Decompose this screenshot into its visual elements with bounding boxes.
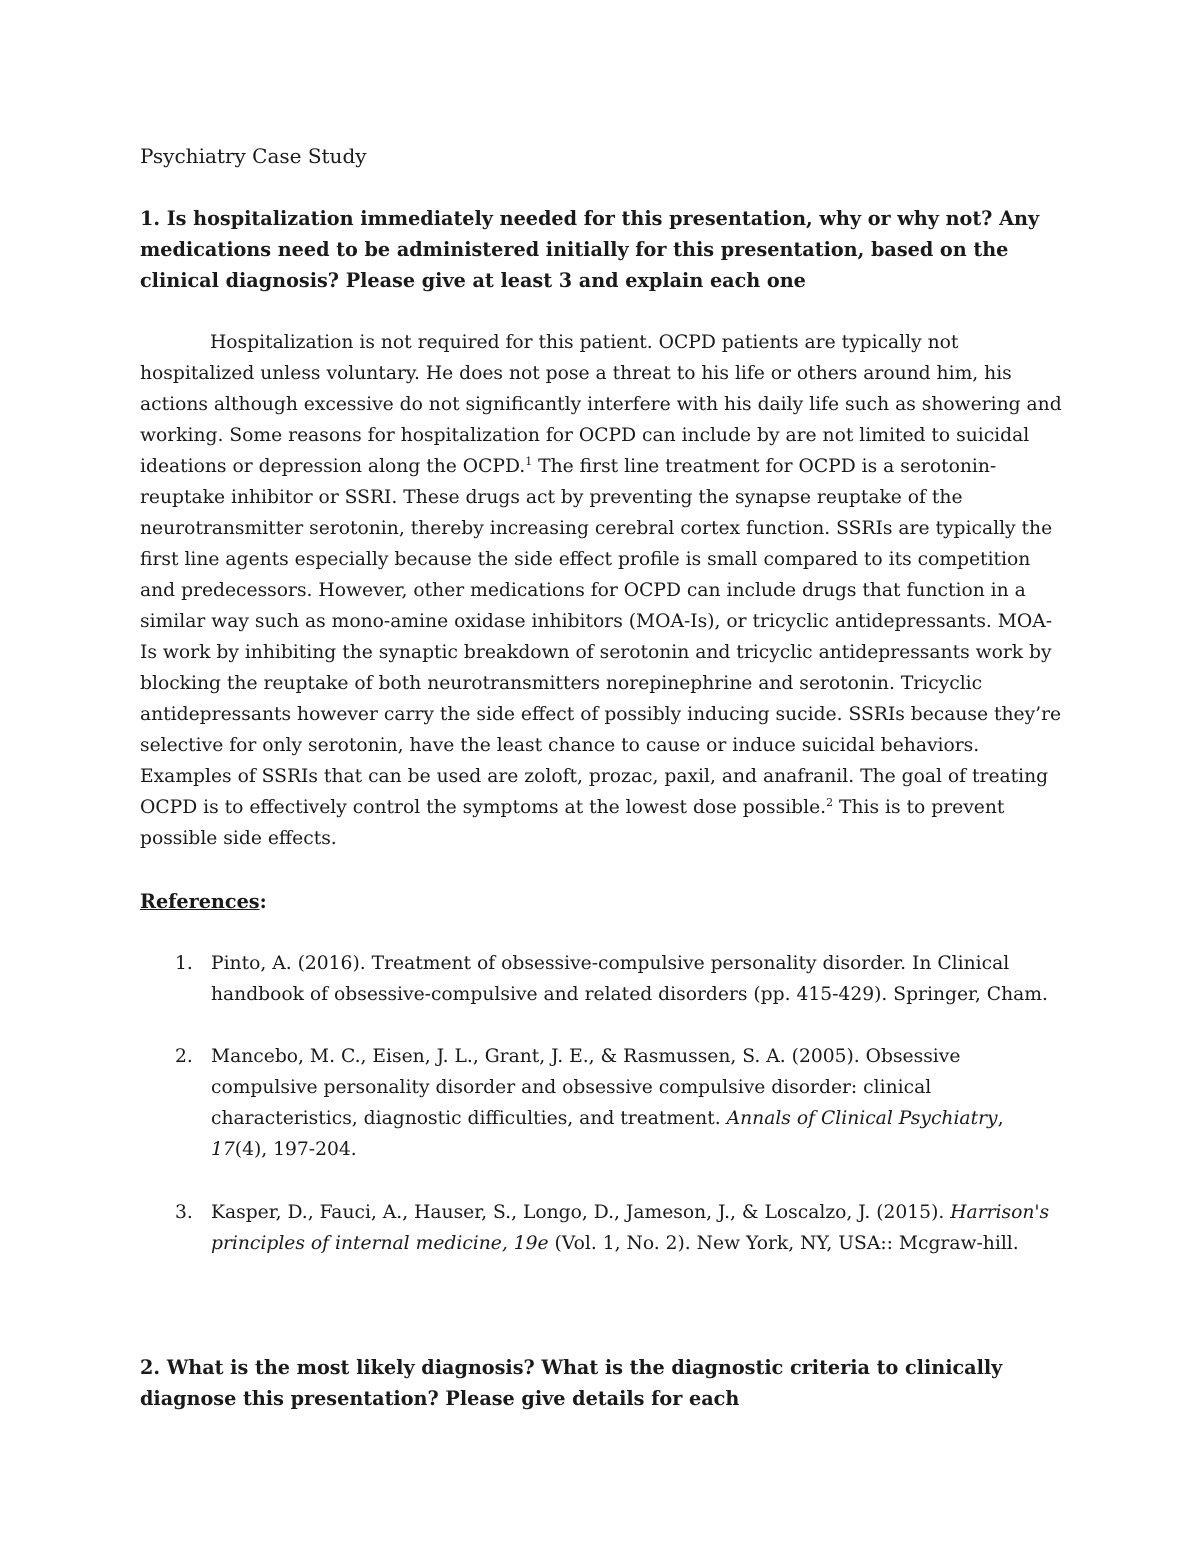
reference-volume: 17 [211, 1139, 235, 1160]
references-heading [140, 886, 267, 917]
document-title: Psychiatry Case Study [140, 144, 367, 168]
reference-item-1 [140, 948, 1065, 1010]
question-1: 1. Is hospitalization immediately needed for this presentation, why or why not? Any medications need to be administered initially for this presentation, based on the clinical diagnosis? Please give at least 3 and explain each one [140, 207, 1040, 292]
reference-journal: Annals of Clinical Psychiatry [726, 1108, 998, 1129]
reference-text [211, 1197, 1065, 1259]
reference-book-title: Harrison's principles of internal medicine, 19e [211, 1202, 1050, 1254]
answer-1-paragraph [140, 327, 1065, 854]
reference-number: 3. [175, 1202, 193, 1223]
references-heading-colon: : [259, 890, 267, 913]
question-2: 2. What is the most likely diagnosis? What is the diagnostic criteria to clinically diagnose this presentation? Please give details for each [140, 1356, 1003, 1410]
answer-1-text-part2: The first line treatment for OCPD is a serotonin-reuptake inhibitor or SSRI. These drugs act by preventing the synapse reuptake of the neurotransmitter serotonin, thereby increasing cerebral cortex function. SSRIs are typically the first line agents especially because the side effect profile is small compared to its competition and predecessors. However, other medications for OCPD can include drugs that function in a similar way such as mono-amine oxidase inhibitors (MOA-Is), or tricyclic antidepressants. MOA-Is work by inhibiting the synaptic breakdown of serotonin and tricyclic antidepressants work by blocking the reuptake of both neurotransmitters norepinephrine and serotonin. Tricyclic antidepressants however carry the side effect of possibly inducing sucide. SSRIs because they’re selective for only serotonin, have the least chance to cause or induce suicidal behaviors. Examples of SSRIs that can be used are zoloft, prozac, paxil, and anafranil. The goal of treating OCPD is to effectively control the symptoms at the lowest dose possible. [140, 456, 1062, 818]
citation-2-superscript: 2 [826, 796, 834, 809]
reference-separator: , [997, 1108, 1004, 1129]
reference-issue-pages: (4), 197-204. [234, 1139, 357, 1160]
answer-1-text-part3: This is to prevent possible side effects. [140, 797, 1005, 849]
references-heading-text: References [140, 890, 260, 913]
reference-publisher: (Vol. 1, No. 2). New York, NY, USA:: Mcgraw-hill. [548, 1233, 1019, 1254]
reference-text [211, 1041, 1065, 1165]
citation-1-superscript: 1 [525, 455, 533, 468]
reference-authors: Kasper, D., Fauci, A., Hauser, S., Longo, D., Jameson, J., & Loscalzo, J. (2015). [211, 1202, 951, 1223]
reference-number: 1. [175, 953, 193, 974]
reference-number: 2. [175, 1046, 193, 1067]
reference-item-3 [140, 1197, 1065, 1259]
reference-text: Pinto, A. (2016). Treatment of obsessive-compulsive personality disorder. In Clinical handbook of obsessive-compulsive and related disorders (pp. 415-429). Springer, Cham. [211, 953, 1048, 1005]
reference-item-2 [140, 1041, 1065, 1165]
answer-1-text-part1: Hospitalization is not required for this patient. OCPD patients are typically not hospitalized unless voluntary. He does not pose a threat to his life or others around him, his actions although excessive do not significantly interfere with his daily life such as showering and working. Some reasons for hospitalization for OCPD can include by are not limited to suicidal ideations or depression along the OCPD. [140, 332, 1062, 477]
reference-authors-title: Mancebo, M. C., Eisen, J. L., Grant, J. E., & Rasmussen, S. A. (2005). Obsessive compulsive personality disorder and obsessive compulsive disorder: clinical characteristics, diagnostic difficulties, and treatment. [211, 1046, 961, 1129]
